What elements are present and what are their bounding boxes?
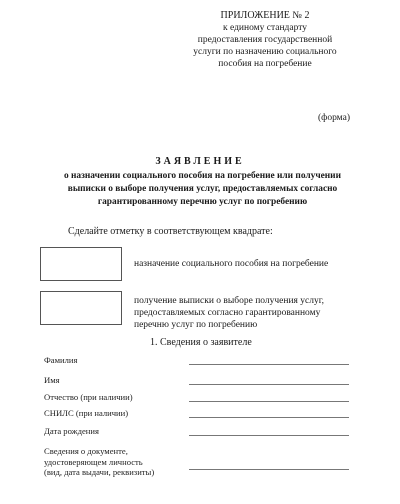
section-title: 1. Сведения о заявителе	[150, 337, 252, 348]
option-line: получение выписки о выборе получения услуг,	[134, 296, 324, 306]
appendix-line: предоставления государственной	[197, 35, 333, 45]
appendix-line: ПРИЛОЖЕНИЕ № 2	[220, 10, 310, 21]
appendix-line: услуги по назначению социального	[193, 47, 337, 57]
identity-document-input-line[interactable]	[189, 469, 349, 470]
form-label: (форма)	[318, 113, 351, 123]
birth-date-input-line[interactable]	[189, 435, 349, 436]
appendix-header	[190, 10, 340, 70]
snils-input-line[interactable]	[189, 417, 349, 418]
patronymic-input-line[interactable]	[189, 401, 349, 402]
field-label-line: Сведения о документе,	[44, 446, 128, 456]
field-label-patronymic: Отчество (при наличии)	[44, 392, 133, 402]
subtitle-line: гарантированному перечню услуг по погребению	[97, 197, 308, 207]
option-line: назначение социального пособия на погребение	[134, 259, 329, 269]
field-label-surname: Фамилия	[44, 355, 78, 365]
name-input-line[interactable]	[189, 384, 349, 385]
field-label-snils: СНИЛС (при наличии)	[44, 408, 129, 418]
appendix-line: пособия на погребение	[218, 59, 312, 69]
checkbox-burial-allowance[interactable]	[40, 247, 122, 281]
field-label-name: Имя	[44, 375, 60, 385]
instruction-text: Сделайте отметку в соответствующем квадрате:	[68, 226, 273, 237]
surname-input-line[interactable]	[189, 364, 349, 365]
field-label-birth-date: Дата рождения	[44, 426, 99, 436]
subtitle-line: о назначении социального пособия на погребение или получении	[64, 171, 341, 181]
option-line: предоставляемых согласно гарантированному	[134, 308, 321, 318]
option-line: перечню услуг по погребению	[134, 320, 258, 330]
option-burial-allowance-label	[134, 259, 328, 269]
field-label-line: (вид, дата выдачи, реквизиты)	[44, 467, 155, 477]
subtitle-line: выписки о выборе получения услуг, предоставляемых согласно	[67, 184, 338, 194]
document-subtitle	[30, 170, 375, 209]
field-label-identity-document	[44, 446, 154, 478]
field-label-line: удостоверяющем личность	[44, 456, 143, 467]
document-title: ЗАЯВЛЕНИЕ	[155, 156, 245, 167]
option-services-extract-label	[134, 295, 364, 331]
appendix-line: к единому стандарту	[222, 23, 308, 33]
checkbox-services-extract[interactable]	[40, 291, 122, 325]
